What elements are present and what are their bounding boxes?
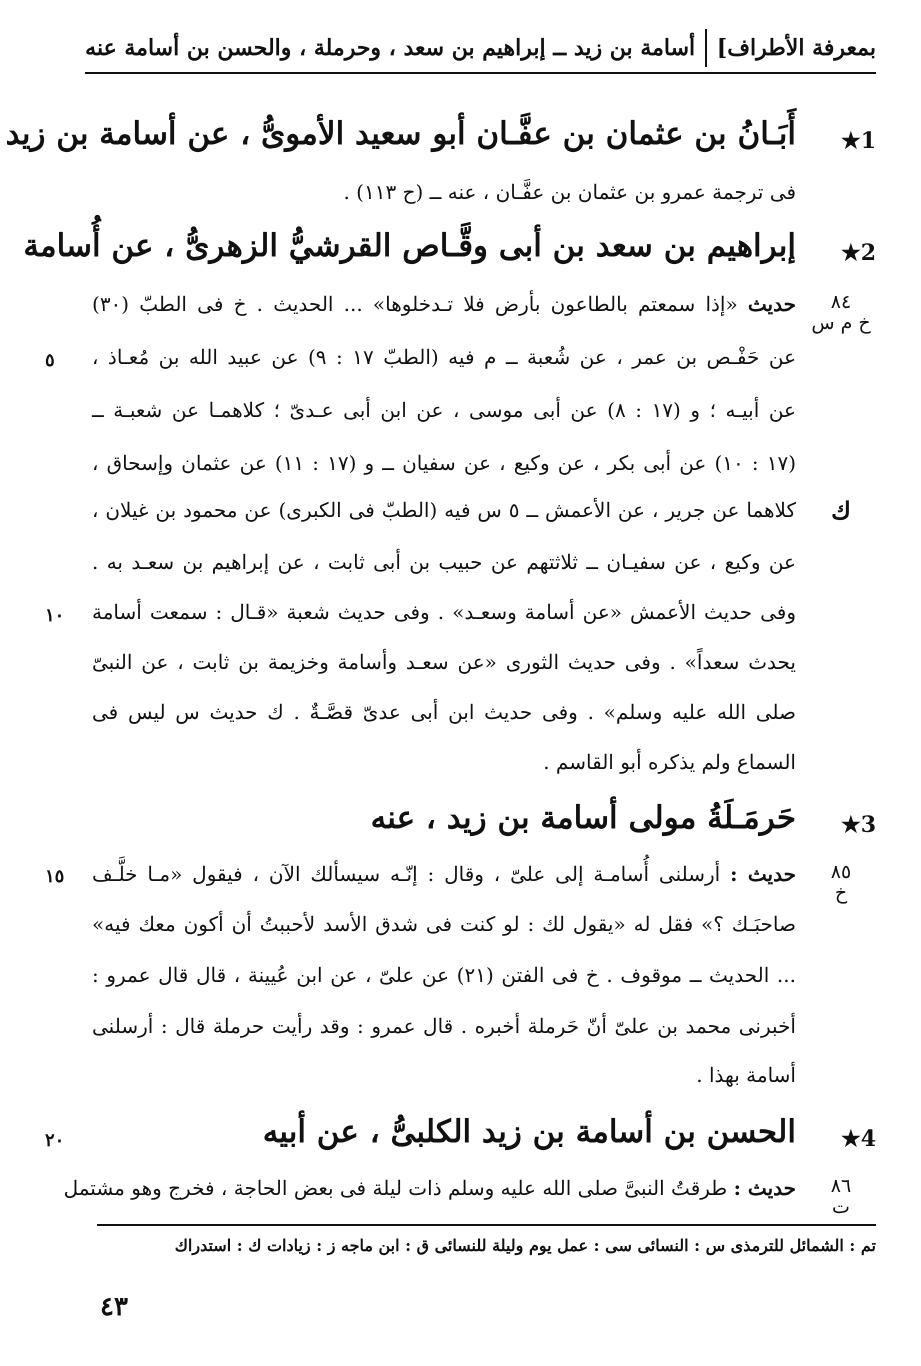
hadith-label: حديث bbox=[747, 292, 796, 316]
footnote-rule bbox=[97, 1224, 876, 1226]
hadith-line: كلاهما عن جرير ، عن الأعمش ــ ٥ س فيه (الطبّ فى الكبرى) عن محمود بن غيلان ، bbox=[92, 498, 797, 522]
hadith-label: حديث : bbox=[730, 862, 796, 886]
header-rule bbox=[85, 72, 876, 74]
hadith-number: ٨٥ خ bbox=[830, 861, 852, 904]
side-mark: ك bbox=[831, 496, 851, 525]
header-right: بمعرفة الأطراف] bbox=[716, 35, 876, 61]
line-number: ٥ bbox=[45, 350, 55, 371]
hadith-line: أسامة بهذا . bbox=[696, 1063, 796, 1087]
line-number: ٢٠ bbox=[45, 1130, 65, 1151]
hadith-line: وفى حديث الأعمش «عن أسامة وسعـد» . وفى حديث شعبة «قـال : سمعت أسامة bbox=[92, 600, 796, 624]
hadith-label: حديث : bbox=[733, 1176, 796, 1200]
hadith-line: يحدث سعداً» . وفى حديث الثورى «عن سعـد وأسامة وخزيمة بن ثابت ، عن النبىّ bbox=[92, 650, 796, 674]
running-header bbox=[85, 28, 876, 68]
abbreviations-footnote: تم : الشمائل للترمذى س : النسائى سى : عمل يوم وليلة للنسائى ق : ابن ماجه ز : زيادات ك : استدراك bbox=[174, 1236, 876, 1255]
hadith-line: صاحبَـك ؟» فقل له «يقول لك : لو كنت فى شدق الأسد لأحببتُ أن أكون معك فيه» bbox=[92, 912, 796, 936]
line-number: ١٠ bbox=[45, 605, 65, 626]
entry-title: الحسن بن أسامة بن زيد الكلبىُّ ، عن أبيه bbox=[262, 1114, 796, 1150]
hadith-line: حديث : أرسلنى أُسامـة إلى علىّ ، وقال : إنّـه سيسألك الآن ، فيقول «مـا خلَّـف bbox=[92, 862, 796, 886]
hadith-line: (١٧ : ١٠) عن أبى بكر ، عن وكيع ، عن سفيان ــ و (١٧ : ١١) عن عثمان وإسحاق ، bbox=[92, 451, 797, 475]
entry-title: أَبَـانُ بن عثمان بن عفَّـان أبو سعيد الأموىُّ ، عن أسامة بن زيد bbox=[5, 116, 796, 152]
hadith-line: حديث «إذا سمعتم بالطاعون بأرض فلا تـدخلوها» ... الحديث . خ فى الطبّ (٣٠) bbox=[92, 292, 796, 316]
entry-number: 1★ bbox=[840, 128, 876, 154]
header-divider bbox=[705, 29, 707, 67]
hadith-number: ٨٦ ت bbox=[830, 1175, 852, 1218]
hadith-line: أخبرنى محمد بن علىّ أنّ حَرملة أخبره . قال عمرو : وقد رأيت حرملة قال : أرسلنى bbox=[92, 1014, 796, 1038]
hadith-line: ... الحديث ــ موقوف . خ فى الفتن (٢١) عن علىّ ، عن ابن عُيينة ، قال قال عمرو : bbox=[92, 963, 797, 987]
line-number: ١٥ bbox=[45, 866, 65, 887]
entry-number: 4★ bbox=[840, 1126, 876, 1152]
hadith-line: عن حَفْـص بن عمر ، عن شُعبة ــ م فيه (الطبّ ١٧ : ٩) عن عبيد الله بن مُعـاذ ، bbox=[92, 345, 797, 369]
hadith-line: صلى الله عليه وسلم» . وفى حديث ابن أبى عدىّ قصَّـةٌ . ك حديث س ليس فى bbox=[92, 700, 796, 724]
hadith-number: ٨٤ خ م س bbox=[811, 291, 871, 334]
entry-number: 3★ bbox=[840, 812, 876, 838]
hadith-line: عن أبيـه ؛ و (١٧ : ٨) عن أبى موسى ، عن ابن أبى عـدىّ ؛ كلاهمـا عن شعبـة ــ bbox=[92, 398, 796, 422]
entry-title: حَرمَـلَةُ مولى أسامة بن زيد ، عنه bbox=[370, 800, 796, 836]
header-title: أسامة بن زيد ــ إبراهيم بن سعد ، وحرملة ، والحسن بن أسامة عنه bbox=[85, 35, 696, 61]
hadith-line: عن وكيع ، عن سفيـان ــ ثلاثتهم عن حبيب بن أبى ثابت ، عن إبراهيم بن سعـد به . bbox=[92, 550, 796, 574]
hadith-line: السماع ولم يذكره أبو القاسم . bbox=[543, 750, 796, 774]
entry-title: إبراهيم بن سعد بن أبى وقَّـاص القرشيُّ الزهرىُّ ، عن أُسامة bbox=[23, 228, 796, 264]
hadith-line: حديث : طرقتُ النبىَّ صلى الله عليه وسلم ذات ليلة فى بعض الحاجة ، فخرج وهو مشتمل bbox=[63, 1176, 796, 1200]
page-number: ٤٣ bbox=[100, 1292, 128, 1322]
entry-number: 2★ bbox=[840, 240, 876, 266]
entry-text-line: فى ترجمة عمرو بن عثمان بن عفَّـان ، عنه ــ (ح ١١٣) . bbox=[343, 180, 796, 204]
